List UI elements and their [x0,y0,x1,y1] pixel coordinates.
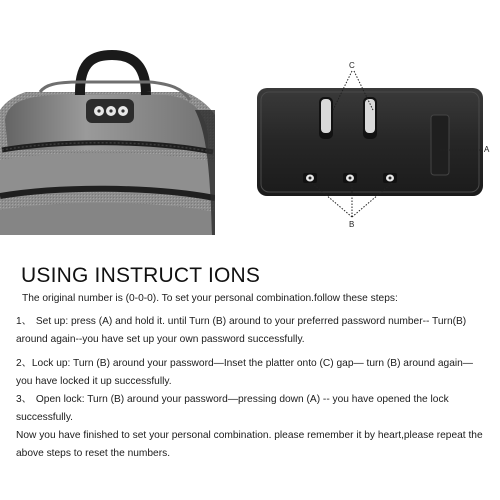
step-2-number: 2、 [16,358,32,369]
closing-text: Now you have finished to set your personal combination. please remember it by heart,please repeat the above steps to reset the numbers. [16,430,483,459]
intro-text: The original number is (0-0-0). To set your personal combination.follow these steps: [22,293,398,304]
step-1-text: Set up: press (A) and hold it. until Turn (B) around to your preferred password number-- Turn(B) around again--you have set up your own password successfully. [16,316,467,345]
lock-closeup-photo [255,85,485,200]
step-2-text: Lock up: Turn (B) around your password—Inset the platter onto (C) gap— turn (B) around again—you have locked it up successfully. [16,358,473,387]
label-b: B [349,220,355,229]
instructions-title: USING INSTRUCT IONS [21,264,261,288]
product-photos [0,0,500,240]
label-a: A [484,145,490,154]
step-3-number: 3、 [16,394,32,405]
step-1-number: 1、 [16,316,32,327]
label-c: C [349,61,355,70]
step-3 [16,391,488,427]
step-1 [16,313,488,349]
step-2 [16,355,488,391]
step-3-text: Open lock: Turn (B) around your password—pressing down (A) -- you have opened the lock successfully. [16,394,449,423]
backpack-photo [0,0,215,235]
